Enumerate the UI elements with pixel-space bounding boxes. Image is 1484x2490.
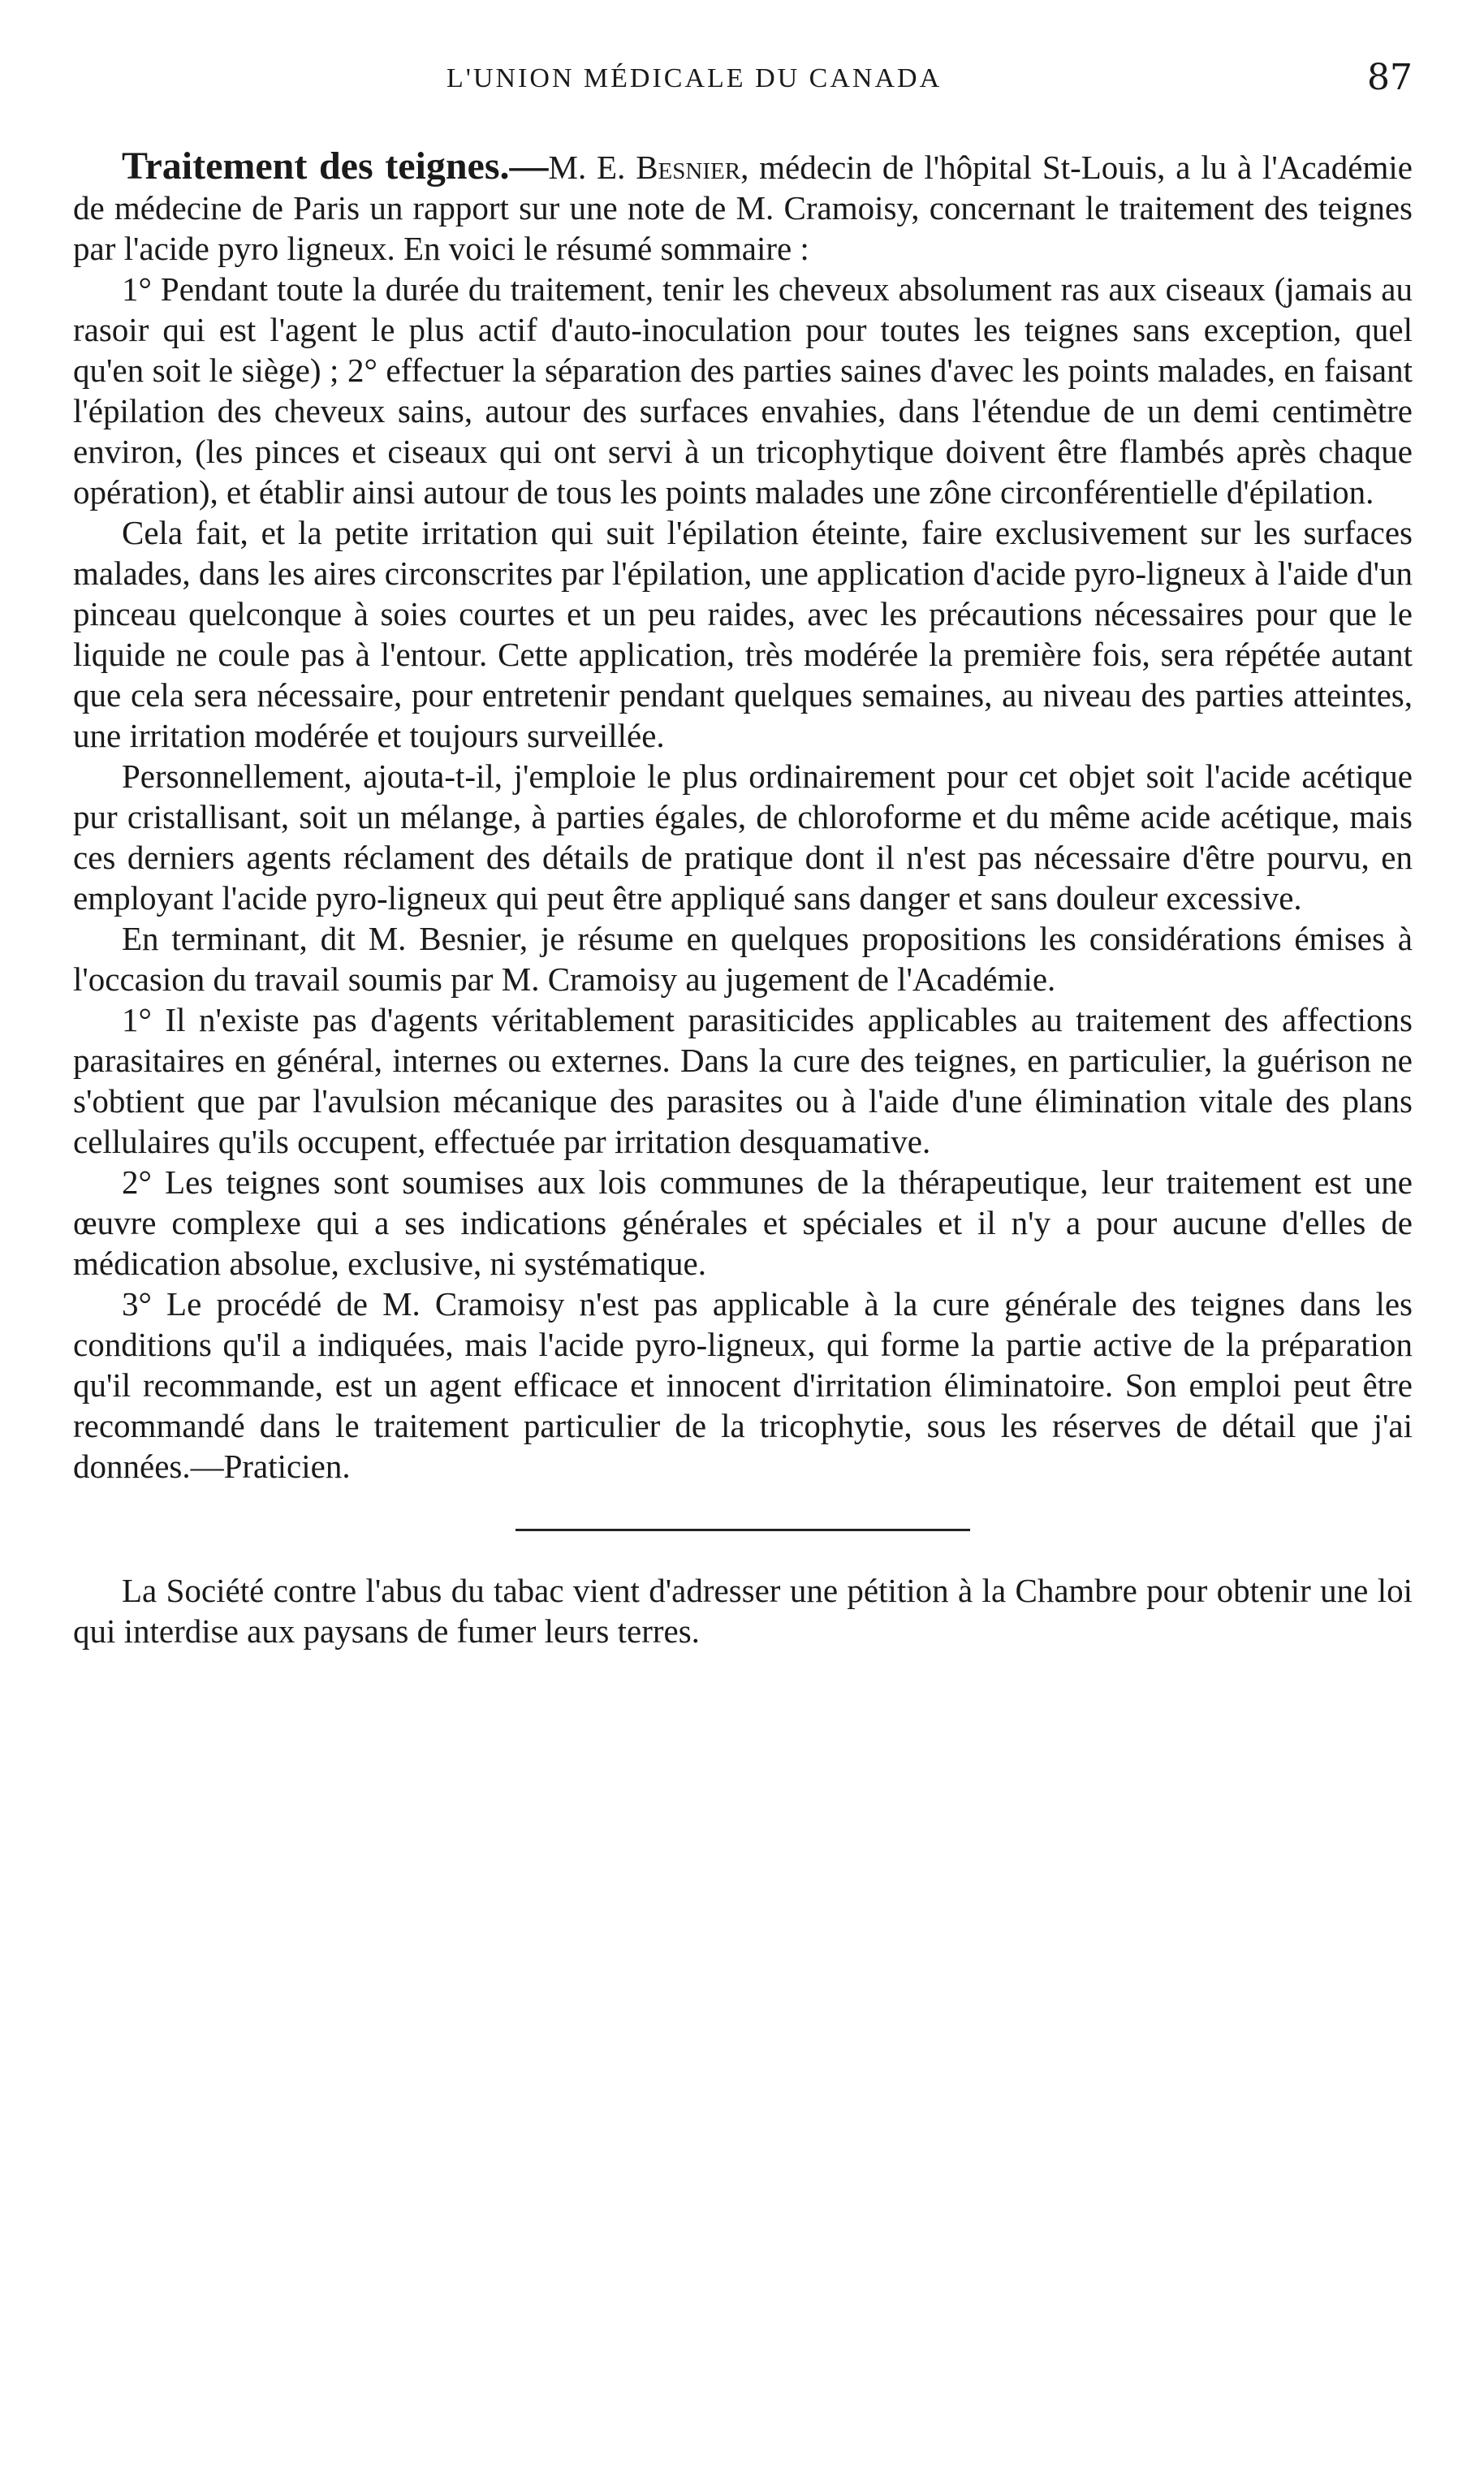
paragraph: 3° Le procédé de M. Cramoisy n'est pas applicable à la cure générale des teignes dans les conditions qu'il a indiquées, mais l'acide pyro-ligneux, qui forme la partie active de la préparation qu'il recommande, est un agent efficace et innocent d'irritation éliminatoire. Son emploi peut être recommandé dans le traitement particulier de la tricophytie, sous les réserves de détail que j'ai données.—Praticien.	[73, 1285, 1413, 1485]
page-number: 87	[1367, 57, 1413, 98]
page	[73, 57, 1413, 1651]
paragraph: Personnellement, ajouta-t-il, j'emploie le plus ordinairement pour cet objet soit l'acide acétique pur cristallisant, soit un mélange, à parties égales, de chloroforme et du même acide acétique, mais ces derniers agents réclament des détails de pratique dont il n'est pas nécessaire d'être pourvu, en employant l'acide pyro-ligneux qui peut être appliqué sans danger et sans douleur excessive.	[73, 757, 1413, 917]
paragraph: 2° Les teignes sont soumises aux lois communes de la thérapeutique, leur traitement est une œuvre complexe qui a ses indications générales et spéciales et il n'y a pour aucune d'elles de médication absolue, exclusive, ni systématique.	[73, 1163, 1413, 1282]
paragraph: Cela fait, et la petite irritation qui suit l'épilation éteinte, faire exclusivement sur les surfaces malades, dans les aires circonscrites par l'épilation, une application d'acide pyro-ligneux à l'aide d'un pinceau quelconque à soies courtes et un peu raides, avec les précautions nécessaires pour que le liquide ne coule pas à l'entour. Cette application, très modérée la première fois, sera répétée autant que cela sera nécessaire, pour entretenir pendant quelques semaines, au niveau des parties atteintes, une irritation modérée et toujours surveillée.	[73, 514, 1413, 754]
section-divider	[516, 1529, 970, 1531]
article-headline: Traitement des teignes.—	[122, 145, 549, 188]
byline-prefix: M. E.	[548, 149, 636, 186]
article	[73, 146, 1413, 1487]
article-intro	[73, 146, 1413, 269]
paragraph: En terminant, dit M. Besnier, je résume en quelques propositions les considérations émises à l'occasion du travail soumis par M. Cramoisy au jugement de l'Académie.	[73, 920, 1413, 998]
notice-text: La Société contre l'abus du tabac vient d'adresser une pétition à la Chambre pour obtenir une loi qui interdise aux paysans de fumer leurs terres.	[73, 1572, 1413, 1650]
author-name: Besnier	[636, 149, 741, 186]
running-header	[73, 57, 1413, 106]
paragraph: 1° Pendant toute la durée du traitement, tenir les cheveux absolument ras aux ciseaux (jamais au rasoir qui est l'agent le plus actif d'auto-inoculation pour toutes les teignes sans exception, quel qu'en soit le siège) ; 2° effectuer la séparation des parties saines d'avec les points malades, en faisant l'épilation des cheveux sains, autour des surfaces envahies, dans l'étendue de un demi centimètre environ, (les pinces et ciseaux qui ont servi à un tricophytique doivent être flambés après chaque opération), et établir ainsi autour de tous les points malades une zône circonférentielle d'épilation.	[73, 270, 1413, 511]
paragraph: 1° Il n'existe pas d'agents véritablement parasiticides applicables au traitement des affections parasitaires en général, internes ou externes. Dans la cure des teignes, en particulier, la guérison ne s'obtient que par l'avulsion mécanique des parasites ou à l'aide d'une élimination vitale des plans cellulaires qu'ils occupent, effectuée par irritation desquamative.	[73, 1001, 1413, 1160]
intro-text: , médecin de l'hôpital St-Louis, a lu à l'Académie de médecine de Paris un rapport sur une note de M. Cramoisy, concernant le traitement des teignes par l'acide pyro ligneux. En voici le résumé sommaire :	[73, 149, 1413, 267]
notice	[73, 1570, 1413, 1651]
running-title: L'UNION MÉDICALE DU CANADA	[446, 63, 943, 93]
